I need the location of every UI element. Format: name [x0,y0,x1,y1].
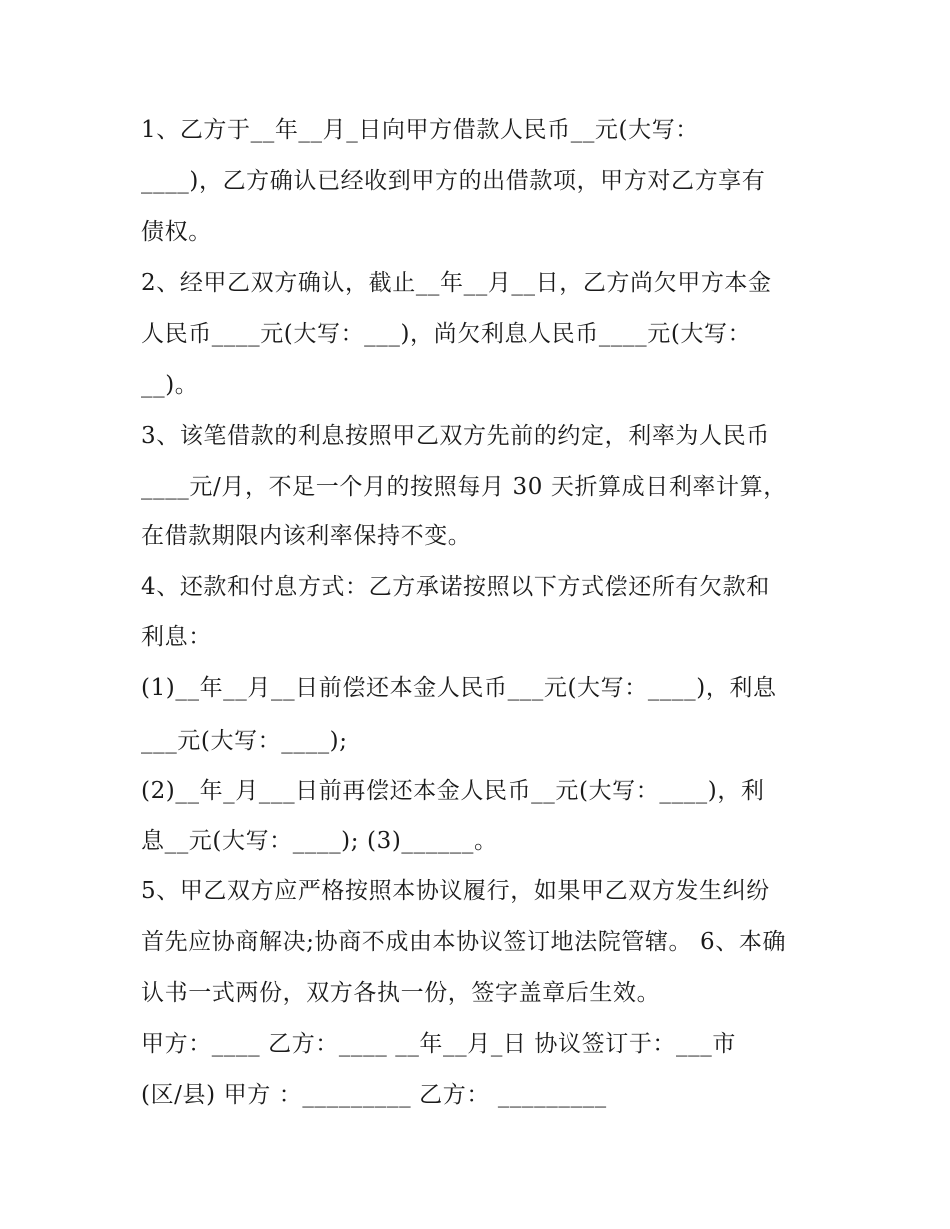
text-line: 5、甲乙双方应严格按照本协议履行，如果甲乙双方发生纠纷 [141,878,770,904]
text-line: ____)，乙方确认已经收到甲方的出借款项，甲方对乙方享有 [141,168,766,194]
text-line: 认书一式两份，双方各执一份，签字盖章后生效。 [141,980,661,1006]
text-line: 2、经甲乙双方确认，截止__年__月__日，乙方尚欠甲方本金 [141,270,772,296]
text-line: 1、乙方于__年__月_日向甲方借款人民币__元(大写： [141,117,699,143]
text-line: 甲方：____ 乙方：____ __年__月_日 协议签订于：___市 [141,1031,736,1057]
text-line: 利息： [141,624,212,650]
text-line: 息__元(大写：____); (3)______。 [141,828,498,854]
text-line: 在借款期限内该利率保持不变。 [141,523,472,549]
text-line: (1)__年__月__日前偿还本金人民币___元(大写：____)，利息 [141,675,777,701]
text-line: 首先应协商解决;协商不成由本协议签订地法院管辖。 6、本确 [141,929,787,955]
text-line: (2)__年_月___日前再偿还本金人民币__元(大写：____)，利 [141,778,765,804]
text-line: 债权。 [141,219,212,245]
text-line: ___元(大写：____); [141,728,348,754]
text-line: 3、该笔借款的利息按照甲乙双方先前的约定，利率为人民币 [141,423,770,449]
text-line: 人民币____元(大写：___)，尚欠利息人民币____元(大写： [141,321,752,347]
text-line: __)。 [141,372,199,398]
text-line: 4、还款和付息方式：乙方承诺按照以下方式偿还所有欠款和 [141,574,770,600]
text-line: (区/县) 甲方 ：_________ 乙方： _________ [141,1082,607,1108]
text-line: ____元/月，不足一个月的按照每月 30 天折算成日利率计算， [141,474,787,500]
